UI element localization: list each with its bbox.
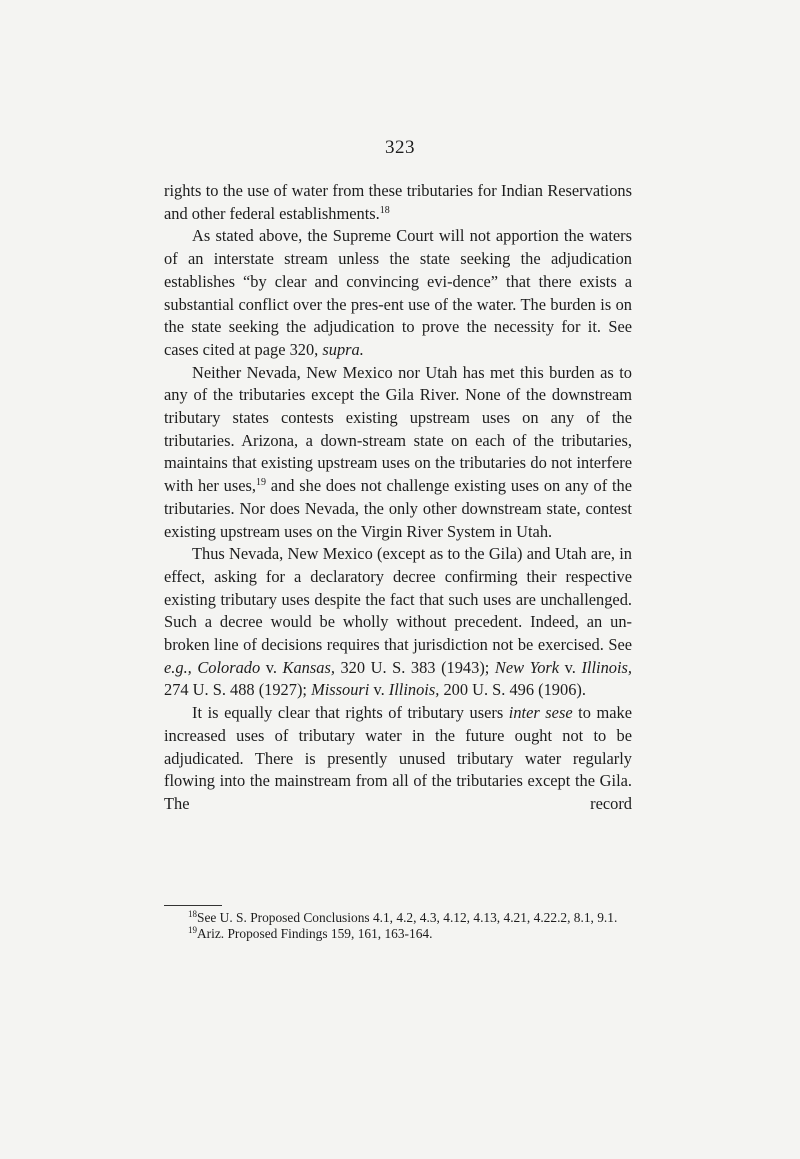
- italic-text: inter sese: [508, 703, 573, 723]
- text-run: 200 U. S. 496 (1906).: [439, 680, 586, 700]
- italic-text: New York: [494, 657, 560, 677]
- text-run: 274 U. S. 488 (1927);: [164, 680, 312, 700]
- text-run: rights to the use of water from these tributaries for Indian Reservations and other federal establishments.: [164, 181, 632, 223]
- page-number: 323: [385, 137, 415, 158]
- text-run: and she does not challenge existing uses on any of the tributaries. Nor does Nevada, the only other downstream state, contest existing upstream uses on the Virgin River System in Utah.: [164, 476, 632, 541]
- body-text: [164, 180, 632, 816]
- text-run: v.: [260, 657, 283, 677]
- text-run: 320 U. S. 383 (1943);: [334, 657, 495, 677]
- text-run: It is equally clear that rights of tributary users: [192, 703, 509, 723]
- paragraph-5: [164, 702, 632, 816]
- italic-text: e.g., Colorado: [164, 657, 261, 677]
- footnote-ref: 18: [188, 909, 197, 919]
- text-run: See U. S. Proposed Conclusions 4.1, 4.2, 4.3, 4.12, 4.13, 4.21, 4.22.2, 8.1, 9.1.: [197, 910, 618, 925]
- footnote-18: [164, 910, 632, 926]
- text-run: v.: [369, 680, 389, 700]
- text-run: As stated above, the Supreme Court will not apportion the waters of an interstate stream unless the state seeking the adjudication establishes “by clear and convincing evi-dence” that there exists a substantial conflict over the pres-ent use of the water. The burden is on the state seeking the adjudication to prove the necessity for it. See cases cited at page 320,: [164, 226, 632, 359]
- footnote-ref: 19: [188, 924, 197, 935]
- paragraph-2: [164, 225, 632, 361]
- text-run: v.: [559, 657, 582, 677]
- footnotes: [164, 910, 632, 941]
- footnote-divider: [164, 905, 222, 906]
- italic-text: Illinois,: [581, 657, 632, 677]
- text-run: to make increased uses of tributary water in the future ought not to be adjudicated. There is presently unused tributary water regularly flowing into the mainstream from all of the tributaries except the Gila. The record: [164, 703, 632, 813]
- paragraph-1: [164, 180, 632, 225]
- text-run: Thus Nevada, New Mexico (except as to the Gila) and Utah are, in effect, asking for a declaratory decree confirming their respective existing tributary uses despite the fact that such uses are unchallenged. Such a decree would be wholly without precedent. Indeed, an un-broken line of decisions requires that jurisdiction not be exercised. See: [164, 544, 632, 655]
- text-run: Ariz. Proposed Findings 159, 161, 163-164.: [197, 925, 433, 941]
- italic-text: Illinois,: [388, 680, 440, 700]
- paragraph-3: [164, 362, 632, 544]
- paragraph-4: [164, 543, 632, 702]
- footnote-ref: 19: [256, 477, 266, 489]
- text-run: Neither Nevada, New Mexico nor Utah has met this burden as to any of the tributaries except the Gila River. None of the downstream tributary states contests existing upstream uses on any of the tributaries. Arizona, a down-stream state on each of the tributaries, maintains that existing upstream uses on the tributaries do not interfere with her uses,: [164, 362, 632, 496]
- footnote-19: [164, 926, 632, 942]
- footnote-ref: 18: [379, 204, 390, 216]
- italic-text: Missouri: [311, 680, 370, 700]
- italic-text: supra.: [322, 339, 364, 359]
- italic-text: Kansas,: [282, 657, 335, 677]
